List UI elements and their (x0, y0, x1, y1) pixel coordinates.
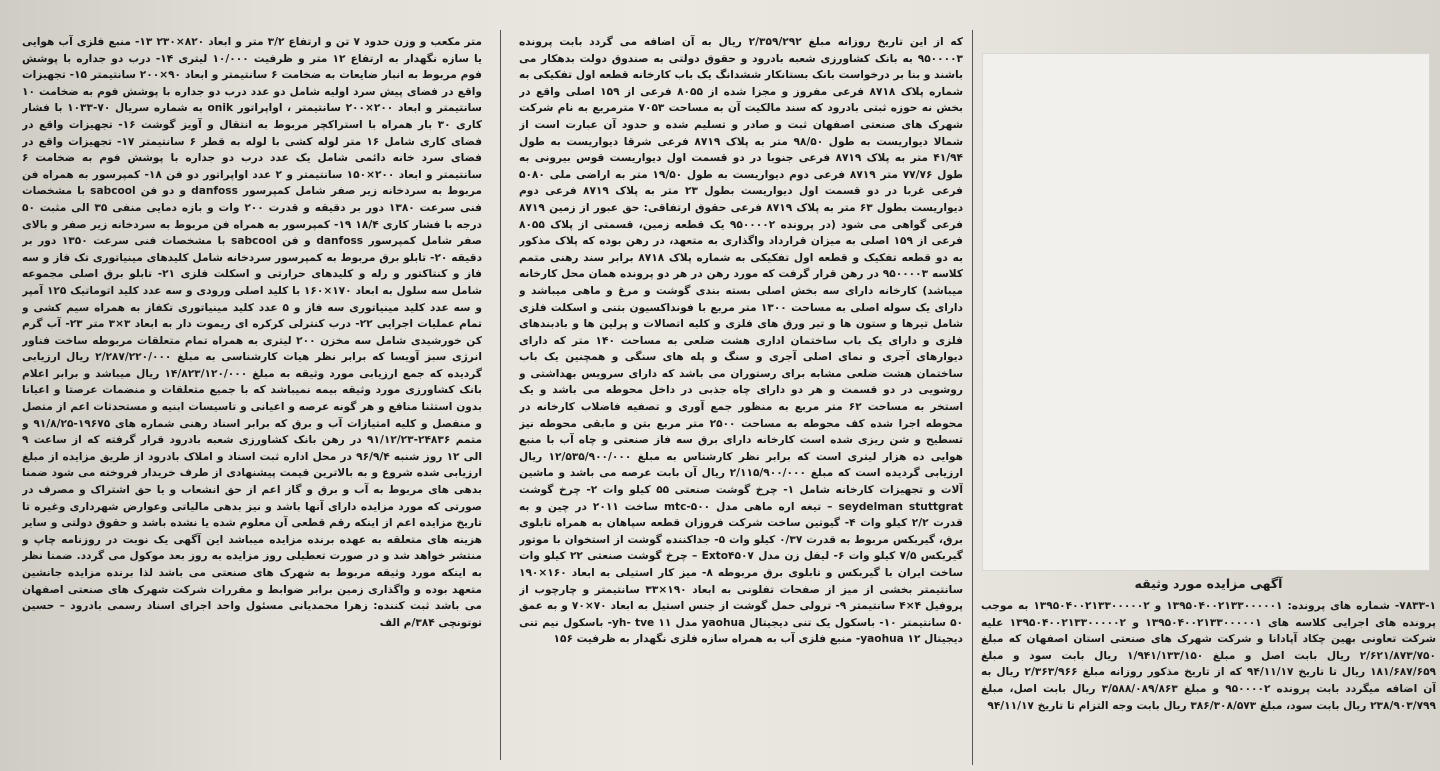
blank-image-area (982, 53, 1430, 571)
notice-text-right: ۷۸۳۳-۱- شماره های پرونده: ۱۳۹۵۰۴۰۰۲۱۳۳۰۰۰۰۰۱ و ۱۳۹۵۰۴۰۰۲۱۳۳۰۰۰۰۰۲ به موجب پرونده های اجرایی کلاسه های ۱۳۹۵۰۴۰۰۲۱۳۳۰۰۰۰۰۱ و ۱۳۹۵۰۴۰۰۲۱۳۳۰۰۰۰۰۲ علیه شرکت تعاونی بهین چکاد آپادانا و شرکت شهرک های صنعتی استان اصفهان که مبلغ ۲/۶۲۱/۸۷۳/۷۵۰ ریال بابت اصل و مبلغ ۱/۹۴۱/۱۳۳/۱۵۰ ریال بابت سود و مبلغ ۱۸۱/۶۸۷/۶۵۹ ریال تا تاریخ ۹۴/۱۱/۱۷ که از تاریخ مذکور روزانه مبلغ ۲/۳۶۳/۹۶۶ ریال به آن اضافه میگردد بابت پرونده ۹۵۰۰۰۰۲ و مبلغ ۳/۵۸۸/۰۸۹/۸۶۳ ریال بابت اصل، مبلغ ۲۳۸/۹۰۳/۷۹۹ ریال بابت سود، مبلغ ۳۸۶/۳۰۸/۵۷۳ ریال بابت وجه التزام تا تاریخ ۹۴/۱۱/۱۷ (981, 600, 1436, 712)
column-divider (972, 30, 973, 765)
notice-column-left (22, 34, 482, 760)
notice-column-right (981, 578, 1436, 768)
notice-text-left: متر مکعب و وزن حدود ۷ تن و ارتفاع ۳/۲ متر و ابعاد ۸۲۰×۲۳۰ ۱۳- منبع فلزی آب هوایی یا سازه نگهدار به ارتفاع ۱۲ متر و ظرفیت ۱۰/۰۰۰ لیتری ۱۴- درب دو جداره با پوشش فوم مربوط به انبار ضایعات به ضخامت ۶ سانتیمتر و ابعاد ۹۰×۲۰۰ سانتیمتر ۱۵- تجهیزات واقع در فضای پیش سرد اولیه شامل دو عدد درب دو جداره با پوشش فوم به ضخامت ۱۰ سانتیمتر و ابعاد ۲۰۰×۲۰۰ سانتیمتر ، اواپراتور onik به شماره سریال ۷۰-۱۰۳۳ با فشار کاری ۳۰ بار همراه با استراکچر مربوط به انتقال و آویز گوشت ۱۶- تجهیزات واقع در فضای کاری شامل ۱۶ متر لوله کشی با لوله به قطر ۶ سانتیمتر ۱۷- تجهیزات واقع در فضای سرد خانه دائمی شامل یک عدد درب دو جداره با پوشش فوم به ضخامت ۶ سانتیمتر و ابعاد ۲۰۰×۱۵۰ سانتیمتر و ۲ عدد اواپراتور دو فن ۱۸- کمپرسور به همراه فن مربوط به سردخانه زیر صفر شامل کمپرسور danfoss و دو فن sabcool با مشخصات فنی سرعت ۱۳۸۰ دور بر دقیقه و قدرت ۲۰۰ وات و بازه دمایی منفی ۳۵ الی مثبت ۵۰ درجه با فشار کاری ۱۸/۴ ۱۹- کمپرسور به همراه فن مربوط به سردخانه زیر صفر و بالای صفر شامل کمپرسور danfoss و فن sabcool با مشخصات فنی سرعت ۱۳۵۰ دور بر دقیقه ۲۰- تابلو برق مربوط به کمپرسور سردخانه شامل کلیدهای مینیاتوری تک فاز و سه فاز و کنتاکتور و رله و کلیدهای حرارتی و اسکلت فلزی ۲۱- تابلو برق اصلی مجموعه شامل سه سلول به ابعاد ۱۷۰×۱۶۰ با کلید اصلی ورودی و سه عدد کلید اتوماتیک ۱۲۵ آمپر و سه عدد کلید مینیاتوری سه فاز و ۵ عدد کلید مینیاتوری تکفاز به همراه سیم کشی و تمام عملیات اجرایی ۲۲- درب کنترلی کرکره ای ریموت دار به ابعاد ۳×۳ متر ۲۳- آب گرم کن خورشیدی شامل سه مخزن ۲۰۰ لیتری به همراه تمام متعلقات مربوطه ساخت فناور انرژی سبز آویسا که برابر نظر هیات کارشناسی به مبلغ ۲/۲۸۷/۲۲۰/۰۰۰ ریال ارزیابی گردیده که جمع ارزیابی مورد وثیقه به مبلغ ۱۴/۸۲۳/۱۲۰/۰۰۰ ریال میباشد و برابر اعلام بانک کشاورزی مورد وثیقه بیمه نمیباشد که با جمیع متعلقات و منضمات عرصتا و اعیانا بدون استثنا منافع و هر گونه عرصه و اعیانی و تاسیسات ابنیه و مستحدثات اعم از متصل و منفصل و کلیه امتیازات آب و برق که برابر اسناد رهنی شماره های ۱۹۶۷۵-۹۱/۸/۲۵ و متمم ۲۴۸۳۶-۹۱/۱۲/۲۳ در رهن بانک کشاورزی شعبه بادرود قرار گرفته که از ساعت ۹ الی ۱۲ روز شنبه ۹۶/۹/۴ در محل اداره ثبت اسناد و املاک بادرود از طریق مزایده از مبلغ ارزیابی شده شروع و به بالاترین قیمت پیشنهادی از طرف خریدار فروخته می شود ضمنا بدهی های مربوط به آب و برق و گاز اعم از حق انشعاب و یا حق اشتراک و مصرف در صورتی که مورد مزایده دارای آنها باشد و نیز بدهی مالیاتی وعوارض شهرداری وغیره تا تاریخ مزایده اعم از اینکه رقم قطعی آن معلوم شده یا نشده باشد و حقوق دولتی و سایر هزینه های متعلقه به عهده برنده مزایده میباشد این آگهی یک نوبت در روزنامه چاپ و منتشر خواهد شد و در صورت تعطیلی روز مزایده به روز بعد موکول می گردد. ضمنا نظر به اینکه مورد وثیقه مربوط به شهرک های صنعتی می باشد لذا برنده مزایده جانشین متعهد بوده و واگذاری زمین برابر ضوابط و مقررات شرکت شهرک های صنعتی اصفهان می باشد ثبت کننده: زهرا محمدیانی مسئول واحد اجرای اسناد رسمی بادرود – حسین توتونچی ۳۸۴/م الف (22, 36, 482, 629)
notice-heading: آگهی مزایده مورد وثیقه (1134, 576, 1283, 591)
notice-column-middle (519, 34, 963, 762)
column-divider (500, 30, 501, 760)
notice-text-middle: که از این تاریخ روزانه مبلغ ۲/۳۵۹/۲۹۲ ریال به آن اضافه می گردد بابت پرونده ۹۵۰۰۰۰۳ به بانک کشاورزی شعبه بادرود و حقوق دولتی به صندوق دولت بدهکار می باشند و بنا بر درخواست بانک بستانکار ششدانگ یک باب کارخانه قطعه اول تفکیکی به شماره پلاک ۸۷۱۸ فرعی مفروز و مجزا شده از ۸۰۵۵ فرعی از ۱۵۹ اصلی واقع در بخش نه حوزه ثبتی بادرود که سند مالکیت آن به مساحت ۷۰۵۳ مترمربع به نام شرکت شهرک های صنعتی اصفهان ثبت و صادر و تسلیم شده و حدود آن عبارت است از شمالا دیواریست به طول ۹۸/۵۰ متر به پلاک ۸۷۱۹ فرعی شرقا دیواریست به طول ۴۱/۹۴ متر به پلاک ۸۷۱۹ فرعی جنوبا در دو قسمت اول دیواریست قوس بیرونی به طول ۷۷/۷۶ متر ۸۷۱۹ فرعی دوم دیواریست به طول ۱۹/۵۰ متر به اراضی ملی ۵۰۸۰ فرعی غربا در دو قسمت اول دیواریست بطول ۲۳ متر به پلاک ۸۷۱۹ فرعی دوم دیواریست بطول ۶۳ متر به پلاک ۸۷۱۹ فرعی حقوق ارتفاقی: حق عبور از زمین ۸۷۱۹ فرعی گواهی می شود (در پرونده ۹۵۰۰۰۰۲ یک قطعه زمین، قسمتی از پلاک ۸۰۵۵ فرعی از ۱۵۹ اصلی به میزان قرارداد واگذاری به متعهد، در رهن بوده که پلاک مذکور به دو قطعه تفکیک و قطعه اول تفکیکی به شماره پلاک ۸۷۱۸ برابر سند رهنی متمم کلاسه ۹۵۰۰۰۰۳ در رهن قرار گرفت که مورد رهن در هر دو پرونده همان محل کارخانه میباشد) کارخانه دارای سه بخش اصلی بسته بندی گوشت و مرغ و ماهی میباشد و دارای یک سوله اصلی به مساحت ۱۳۰۰ متر مربع با فونداکسیون بتنی و اسکلت فلزی شامل تیرها و ستون ها و تیر ورق های فلزی و کلیه اتصالات و پرلین ها و بادبندهای فلزی و دارای یک باب ساختمان اداری هشت ضلعی به مساحت ۱۴۰ متر که دارای دیوارهای آجری و نمای اصلی آجری و سنگ و پله های سنگی و همچنین یک باب ساختمان هشت ضلعی مشابه برای رستوران می باشد که دارای سرویس بهداشتی و روشویی در دو قسمت و هر دو دارای چاه جذبی در داخل محوطه می باشد و یک استخر به مساحت ۶۲ متر مربع به منظور جمع آوری و تصفیه فاضلاب کارخانه در محوطه اجرا شده کف محوطه به مساحت ۲۵۰۰ متر مربع بتن و مابقی محوطه نیز تسطیح و شن ریزی شده است کارخانه دارای برق سه فاز صنعتی و چاه آب با منبع هوایی ده هزار لیتری است که برابر نظر کارشناس به مبلغ ۱۲/۵۳۵/۹۰۰/۰۰۰ ریال ارزیابی گردیده است که مبلغ ۲/۱۱۵/۹۰۰/۰۰۰ ریال آن بابت عرصه می باشد و ماشین آلات و تجهیزات کارخانه شامل ۱- چرخ گوشت صنعتی ۵۵ کیلو وات ۲- چرخ گوشت seydelman stuttgrat – تیغه اره ماهی مدل mtc-۵۰۰ ساخت ۲۰۱۱ در چین و به قدرت ۲/۲ کیلو وات ۴- گیوتین ساخت شرکت فروزان قطعه سپاهان به همراه تابلوی برق، گیربکس مربوط به قدرت ۰/۳۷ کیلو وات ۵- جداکننده گوشت از استخوان با موتور گیربکس ۷/۵ کیلو وات ۶- لیفل زن مدل Exto۴۵۰۷ – چرخ گوشت صنعتی ۲۲ کیلو وات ساخت ایران با گیربکس و تابلوی برق مربوطه ۸- میز کار استیلی به ابعاد ۱۶۰×۱۹۰ سانتیمتر بخشی از میز از صفحات تفلونی به ابعاد ۱۹۰×۳۳ سانتیمتر و چارچوب از پروفیل ۴×۴ سانتیمتر ۹- ترولی حمل گوشت از جنس استیل به ابعاد ۷۰×۷۰ و به عمق ۵۰ سانتیمتر ۱۰- باسکول یک تنی دیجیتال yaohua مدل yh- tve ۱۱- باسکول نیم تنی دیجیتال yaohua ۱۲- منبع فلزی آب به همراه سازه فلزی نگهدار به ظرفیت ۱۵۶ (519, 36, 963, 646)
